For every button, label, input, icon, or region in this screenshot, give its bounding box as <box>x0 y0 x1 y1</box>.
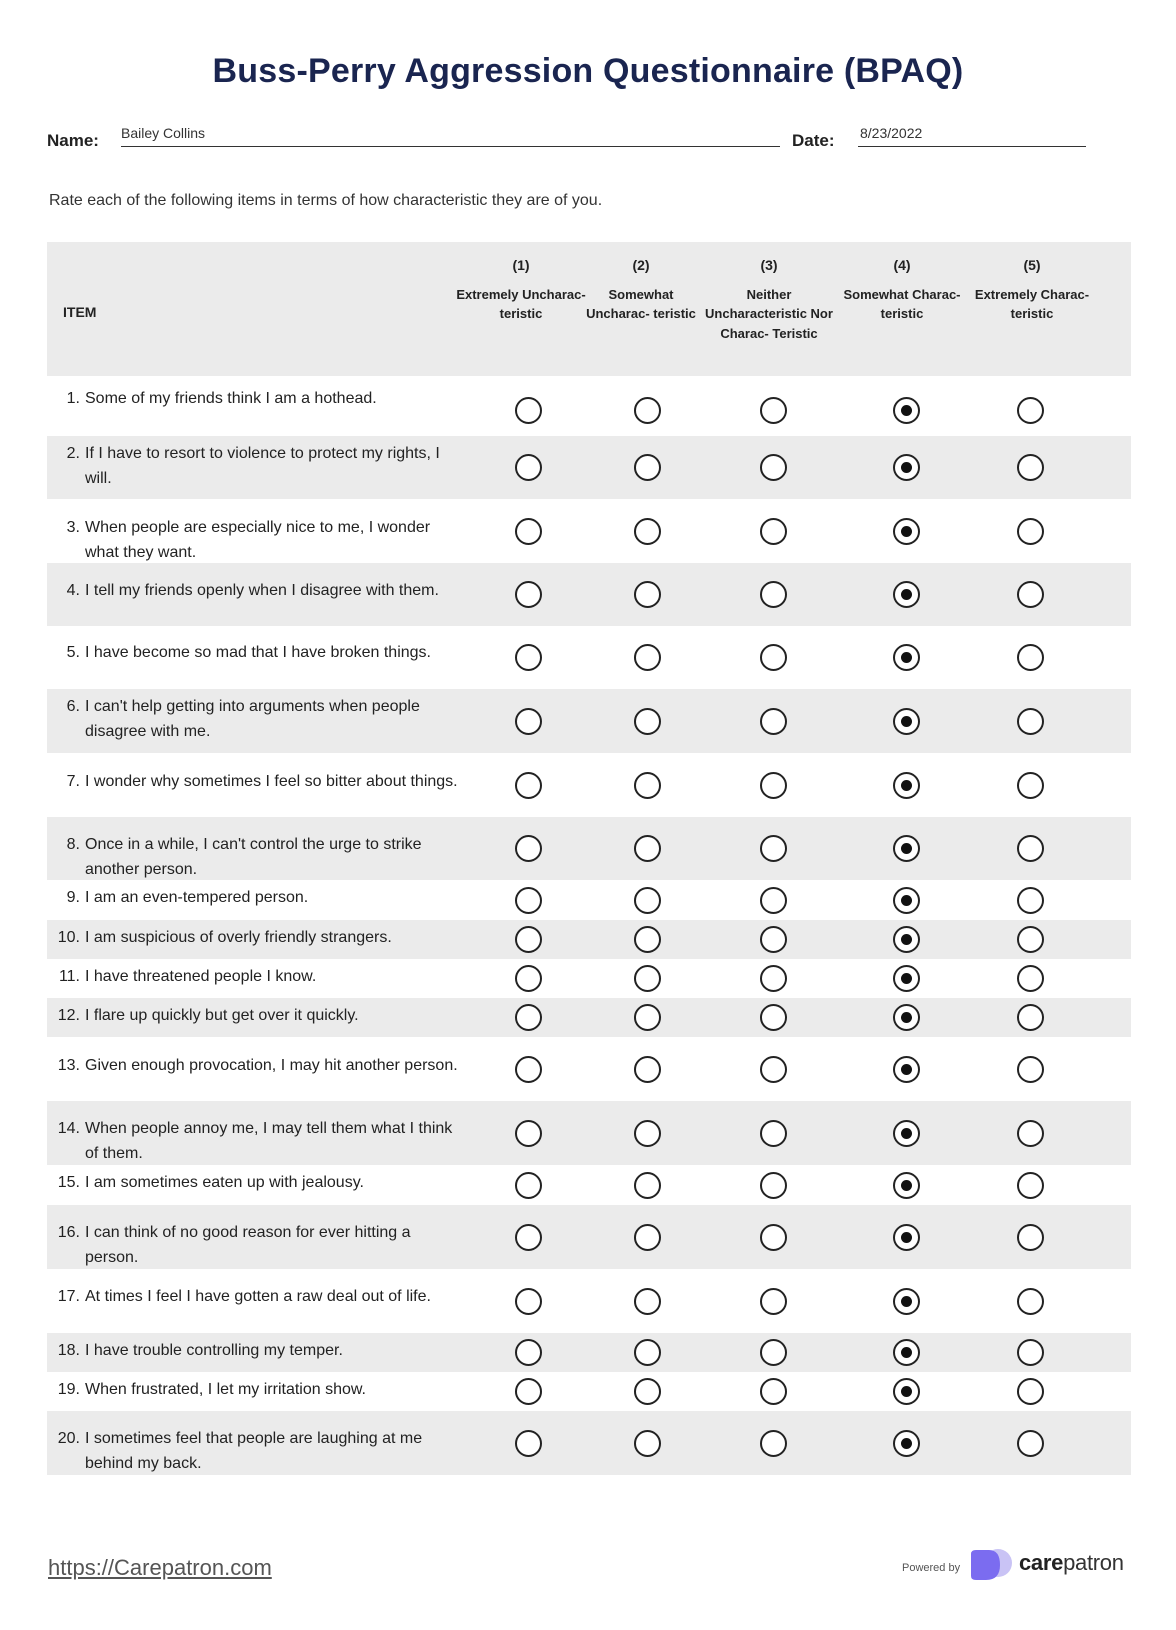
brand-rest: patron <box>1063 1550 1124 1575</box>
rating-radio-2[interactable] <box>634 1120 661 1147</box>
rating-radio-4[interactable] <box>893 1378 920 1405</box>
item-text: I have threatened people I know. <box>85 968 317 985</box>
table-row <box>47 1101 1131 1165</box>
item-question <box>47 1220 467 1270</box>
name-underline <box>121 146 780 147</box>
carepatron-link[interactable]: https://Carepatron.com <box>48 1555 272 1580</box>
rating-radio-4[interactable] <box>893 1339 920 1366</box>
column-header-3 <box>704 256 834 343</box>
rating-radio-5[interactable] <box>1017 708 1044 735</box>
column-label: Extremely Charac- teristic <box>974 286 1090 321</box>
powered-by-label: Powered by <box>902 1562 961 1574</box>
item-question <box>47 441 467 491</box>
table-row <box>47 1333 1131 1372</box>
rating-radio-5[interactable] <box>1017 1056 1044 1083</box>
table-row <box>47 376 1131 436</box>
rating-radio-1[interactable] <box>515 926 542 953</box>
item-number: 11. <box>58 968 80 985</box>
item-number: 6. <box>66 698 80 715</box>
rating-radio-5[interactable] <box>1017 397 1044 424</box>
item-text: I have become so mad that I have broken things. <box>85 644 431 661</box>
rating-radio-2[interactable] <box>634 1288 661 1315</box>
rating-radio-5[interactable] <box>1017 1224 1044 1251</box>
item-text: I can think of no good reason for ever hitting a person. <box>85 1224 411 1266</box>
page-title: Buss-Perry Aggression Questionnaire (BPAQ) <box>212 52 964 90</box>
rating-radio-1[interactable] <box>515 1378 542 1405</box>
rating-radio-4[interactable] <box>893 397 920 424</box>
item-number: 13. <box>57 1057 80 1074</box>
rating-radio-3[interactable] <box>760 708 787 735</box>
rating-radio-3[interactable] <box>760 1430 787 1457</box>
item-question <box>47 386 467 411</box>
rating-radio-1[interactable] <box>515 708 542 735</box>
table-row <box>47 998 1131 1037</box>
item-text: I wonder why sometimes I feel so bitter about things. <box>85 773 458 790</box>
item-text: When frustrated, I let my irritation show. <box>85 1381 366 1398</box>
rating-radio-2[interactable] <box>634 518 661 545</box>
item-question <box>47 578 467 603</box>
rating-radio-3[interactable] <box>760 926 787 953</box>
item-number: 18. <box>57 1342 80 1359</box>
rating-radio-4[interactable] <box>893 454 920 481</box>
table-row <box>47 436 1131 499</box>
rating-radio-1[interactable] <box>515 454 542 481</box>
rating-radio-1[interactable] <box>515 644 542 671</box>
table-row <box>47 563 1131 626</box>
rating-radio-5[interactable] <box>1017 1004 1044 1031</box>
rating-radio-5[interactable] <box>1017 887 1044 914</box>
item-question <box>47 1377 467 1402</box>
item-question <box>47 832 467 882</box>
date-underline <box>858 146 1086 147</box>
table-row <box>47 499 1131 563</box>
rating-radio-2[interactable] <box>634 1172 661 1199</box>
rating-radio-4[interactable] <box>893 518 920 545</box>
item-question <box>47 1116 467 1166</box>
date-label: Date: <box>792 131 835 150</box>
carepatron-wordmark <box>1019 1550 1124 1576</box>
rating-radio-5[interactable] <box>1017 772 1044 799</box>
rating-radio-2[interactable] <box>634 1378 661 1405</box>
item-number: 2. <box>66 445 80 462</box>
table-row <box>47 1372 1131 1411</box>
item-number: 9. <box>66 889 80 906</box>
table-row <box>47 959 1131 998</box>
item-number: 19. <box>57 1381 80 1398</box>
item-question <box>47 694 467 744</box>
item-question <box>47 1170 467 1195</box>
rating-radio-4[interactable] <box>893 887 920 914</box>
rating-radio-2[interactable] <box>634 926 661 953</box>
carepatron-logo-icon <box>967 1548 1017 1582</box>
rating-radio-3[interactable] <box>760 965 787 992</box>
rating-radio-2[interactable] <box>634 887 661 914</box>
table-header <box>47 242 1131 376</box>
item-number: 12. <box>57 1007 80 1024</box>
item-number: 14. <box>57 1120 80 1137</box>
item-question <box>47 769 467 794</box>
rating-radio-5[interactable] <box>1017 581 1044 608</box>
column-label: Neither Uncharacteristic Nor Charac- Teristic <box>705 286 833 341</box>
rating-radio-3[interactable] <box>760 1288 787 1315</box>
rating-radio-5[interactable] <box>1017 926 1044 953</box>
item-text: Some of my friends think I am a hothead. <box>85 390 377 407</box>
item-text: I am suspicious of overly friendly strangers. <box>85 929 392 946</box>
rating-radio-1[interactable] <box>515 518 542 545</box>
item-text: At times I feel I have gotten a raw deal out of life. <box>85 1288 431 1305</box>
rating-radio-2[interactable] <box>634 772 661 799</box>
table-row <box>47 920 1131 959</box>
rating-radio-5[interactable] <box>1017 835 1044 862</box>
rating-radio-1[interactable] <box>515 1004 542 1031</box>
column-header-2 <box>576 256 706 324</box>
item-text: I sometimes feel that people are laughing at me behind my back. <box>85 1430 423 1472</box>
column-header-1 <box>456 256 586 324</box>
table-row <box>47 1269 1131 1333</box>
item-number: 7. <box>66 773 80 790</box>
rating-radio-5[interactable] <box>1017 518 1044 545</box>
item-text: I am an even-tempered person. <box>85 889 309 906</box>
rating-radio-5[interactable] <box>1017 1288 1044 1315</box>
rating-radio-4[interactable] <box>893 1004 920 1031</box>
rating-radio-2[interactable] <box>634 644 661 671</box>
rating-radio-2[interactable] <box>634 708 661 735</box>
column-number: (3) <box>760 257 778 273</box>
rating-radio-3[interactable] <box>760 1172 787 1199</box>
rating-radio-1[interactable] <box>515 772 542 799</box>
table-row <box>47 753 1131 817</box>
rating-radio-5[interactable] <box>1017 1378 1044 1405</box>
rating-radio-1[interactable] <box>515 1430 542 1457</box>
name-field[interactable]: Bailey Collins <box>121 125 206 141</box>
column-header-4 <box>837 256 967 324</box>
rating-radio-3[interactable] <box>760 644 787 671</box>
rating-radio-3[interactable] <box>760 1056 787 1083</box>
table-row <box>47 1411 1131 1475</box>
item-column-header: ITEM <box>63 304 97 320</box>
item-text: When people annoy me, I may tell them what I think of them. <box>85 1120 453 1162</box>
rating-radio-2[interactable] <box>634 397 661 424</box>
rating-radio-3[interactable] <box>760 454 787 481</box>
item-question <box>47 925 467 950</box>
item-question <box>47 640 467 665</box>
item-number: 5. <box>66 644 80 661</box>
table-row <box>47 1165 1131 1205</box>
item-number: 1. <box>66 390 80 407</box>
item-question <box>47 964 467 989</box>
rating-radio-2[interactable] <box>634 581 661 608</box>
rating-radio-3[interactable] <box>760 397 787 424</box>
item-number: 15. <box>57 1174 80 1191</box>
table-row <box>47 880 1131 920</box>
rating-radio-4[interactable] <box>893 926 920 953</box>
rating-radio-5[interactable] <box>1017 1339 1044 1366</box>
rating-radio-1[interactable] <box>515 1339 542 1366</box>
column-number: (1) <box>512 257 530 273</box>
item-question <box>47 885 467 910</box>
rating-radio-1[interactable] <box>515 887 542 914</box>
item-question <box>47 1053 467 1078</box>
item-text: If I have to resort to violence to protect my rights, I will. <box>85 445 440 487</box>
item-number: 10. <box>57 929 80 946</box>
rating-radio-4[interactable] <box>893 1430 920 1457</box>
rating-radio-4[interactable] <box>893 1172 920 1199</box>
rating-radio-3[interactable] <box>760 1120 787 1147</box>
rating-radio-4[interactable] <box>893 1224 920 1251</box>
rating-radio-1[interactable] <box>515 581 542 608</box>
rating-radio-2[interactable] <box>634 1056 661 1083</box>
rating-radio-1[interactable] <box>515 1224 542 1251</box>
rating-radio-4[interactable] <box>893 708 920 735</box>
rating-radio-5[interactable] <box>1017 644 1044 671</box>
item-question <box>47 515 467 565</box>
rating-radio-2[interactable] <box>634 1224 661 1251</box>
item-question <box>47 1338 467 1363</box>
rating-radio-3[interactable] <box>760 1339 787 1366</box>
rating-radio-1[interactable] <box>515 1056 542 1083</box>
questionnaire-table <box>47 242 1131 1475</box>
rating-radio-5[interactable] <box>1017 1120 1044 1147</box>
rating-radio-2[interactable] <box>634 454 661 481</box>
item-text: I flare up quickly but get over it quickly. <box>85 1007 359 1024</box>
rating-radio-4[interactable] <box>893 965 920 992</box>
rating-radio-3[interactable] <box>760 518 787 545</box>
item-question <box>47 1284 467 1309</box>
rating-radio-1[interactable] <box>515 1120 542 1147</box>
rating-radio-3[interactable] <box>760 887 787 914</box>
item-text: Once in a while, I can't control the urge to strike another person. <box>85 836 422 878</box>
rating-radio-5[interactable] <box>1017 454 1044 481</box>
rating-radio-2[interactable] <box>634 1004 661 1031</box>
item-text: I am sometimes eaten up with jealousy. <box>85 1174 364 1191</box>
column-label: Somewhat Uncharac- teristic <box>586 286 696 321</box>
column-label: Somewhat Charac- teristic <box>843 286 961 321</box>
rating-radio-3[interactable] <box>760 835 787 862</box>
rating-radio-3[interactable] <box>760 1004 787 1031</box>
rating-radio-5[interactable] <box>1017 965 1044 992</box>
item-question <box>47 1426 467 1476</box>
rating-radio-2[interactable] <box>634 965 661 992</box>
item-question <box>47 1003 467 1028</box>
column-number: (2) <box>632 257 650 273</box>
rating-radio-4[interactable] <box>893 835 920 862</box>
column-header-5 <box>967 256 1097 324</box>
item-number: 3. <box>66 519 80 536</box>
column-number: (4) <box>893 257 911 273</box>
rating-radio-3[interactable] <box>760 581 787 608</box>
item-number: 8. <box>66 836 80 853</box>
rating-radio-4[interactable] <box>893 1120 920 1147</box>
rating-radio-1[interactable] <box>515 397 542 424</box>
rating-radio-4[interactable] <box>893 1056 920 1083</box>
item-number: 20. <box>57 1430 80 1447</box>
item-text: Given enough provocation, I may hit another person. <box>85 1057 458 1074</box>
table-row <box>47 689 1131 753</box>
column-label: Extremely Uncharac- teristic <box>456 286 586 321</box>
rating-radio-2[interactable] <box>634 1430 661 1457</box>
rating-radio-5[interactable] <box>1017 1172 1044 1199</box>
rating-radio-2[interactable] <box>634 835 661 862</box>
brand-bold: care <box>1019 1550 1064 1575</box>
rating-radio-1[interactable] <box>515 1288 542 1315</box>
item-text: I can't help getting into arguments when people disagree with me. <box>85 698 420 740</box>
item-text: When people are especially nice to me, I wonder what they want. <box>85 519 431 561</box>
table-row <box>47 817 1131 880</box>
table-body <box>47 376 1131 1475</box>
table-row <box>47 1205 1131 1269</box>
rating-radio-1[interactable] <box>515 1172 542 1199</box>
rating-radio-4[interactable] <box>893 772 920 799</box>
rating-radio-4[interactable] <box>893 1288 920 1315</box>
item-number: 4. <box>66 582 80 599</box>
rating-radio-5[interactable] <box>1017 1430 1044 1457</box>
rating-radio-4[interactable] <box>893 644 920 671</box>
instructions: Rate each of the following items in terms of how characteristic they are of you. <box>49 192 603 209</box>
table-row <box>47 1037 1131 1101</box>
column-number: (5) <box>1023 257 1041 273</box>
item-number: 16. <box>57 1224 80 1241</box>
name-label: Name: <box>47 131 99 150</box>
rating-radio-2[interactable] <box>634 1339 661 1366</box>
rating-radio-3[interactable] <box>760 1224 787 1251</box>
rating-radio-1[interactable] <box>515 965 542 992</box>
item-text: I tell my friends openly when I disagree with them. <box>85 582 439 599</box>
item-number: 17. <box>57 1288 80 1305</box>
rating-radio-3[interactable] <box>760 772 787 799</box>
item-text: I have trouble controlling my temper. <box>85 1342 343 1359</box>
rating-radio-1[interactable] <box>515 835 542 862</box>
rating-radio-4[interactable] <box>893 581 920 608</box>
date-field[interactable]: 8/23/2022 <box>860 125 923 141</box>
rating-radio-3[interactable] <box>760 1378 787 1405</box>
table-row <box>47 626 1131 689</box>
